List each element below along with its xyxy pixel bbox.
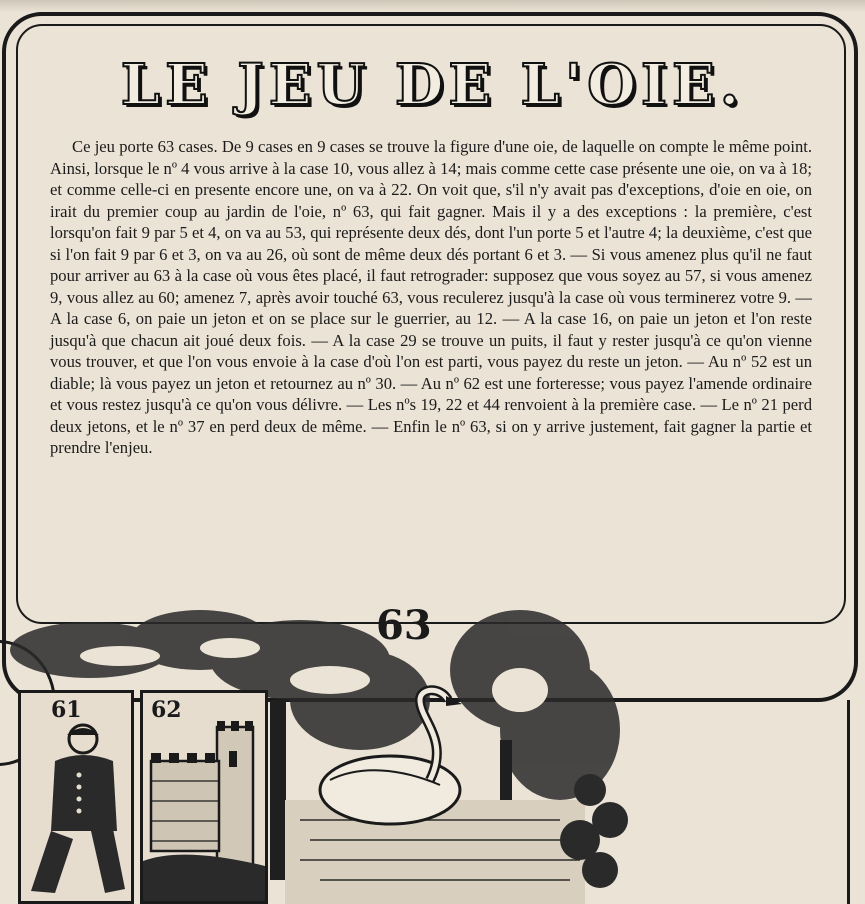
soldier-icon bbox=[21, 721, 131, 901]
cell-61-number: 61 bbox=[51, 697, 82, 723]
top-board-strip bbox=[0, 0, 865, 12]
board-right-border bbox=[847, 700, 850, 904]
cell-61 bbox=[18, 690, 134, 904]
cell-63-number: 63 bbox=[376, 602, 432, 649]
rules-text: Ce jeu porte 63 cases. De 9 cases en 9 cases se trouve la figure d'une oie, de laquelle on compte le même point. Ainsi, lorsque le nº 4 vous arrive à la case 10, vous allez à 14; mais comme cette case présente une oie, on va à 18; et comme celle-ci en presente encore une, on va à 22. On voit que, s'il n'y avait pas d'exceptions, d'oie en oie, on irait du premier coup au jardin de l'oie, nº 63, qui fait gagner. Mais il y a des exceptions : la première, c'est lorsqu'on fait 9 par 5 et 4, on va au 53, qui représente deux dés, dont l'un porte 5 et l'autre 4; la deuxième, c'est que si l'on fait 9 par 6 et 3, on va au 26, où sont de même deux dés portant 6 et 3. — Si vous amenez plus qu'il ne faut pour arriver au 63 à la case où vous êtes placé, il faut retrograder: supposez que vous soyez au 57, si vous amenez 9, vous allez au 60; amenez 7, après avoir touché 63, vous reculerez jusqu'à la case où vous terminerez votre 9. — A la case 6, on paie un jeton et on se place sur le guerrier, au 12. — A la case 16, on paie un jeton et l'on reste jusqu'à que chacun ait joué deux fois. — A la case 29 se trouve un puits, il faut y rester jusqu'à ce qu'on vienne vous trouver, et que l'on vous envoie à la case d'où l'on est parti, vous payez du reste un jeton. — Au nº 52 est un diable; là vous payez un jeton et retournez au nº 30. — Au nº 62 est une forteresse; vous payez l'amende ordinaire et vous restez jusqu'à ce qu'on vous délivre. — Les nºs 19, 22 et 44 renvoient à la première case. — Le nº 21 perd deux jetons, et le nº 37 en perd deux de même. — Enfin le nº 63, si on y arrive justement, fait gagner la partie et prendre l'enjeu. bbox=[50, 137, 812, 457]
page-title: LE JEU DE L'OIE. bbox=[120, 52, 745, 118]
fortress-icon bbox=[143, 721, 265, 901]
cell-62 bbox=[140, 690, 268, 904]
cell-62-number: 62 bbox=[151, 697, 182, 723]
